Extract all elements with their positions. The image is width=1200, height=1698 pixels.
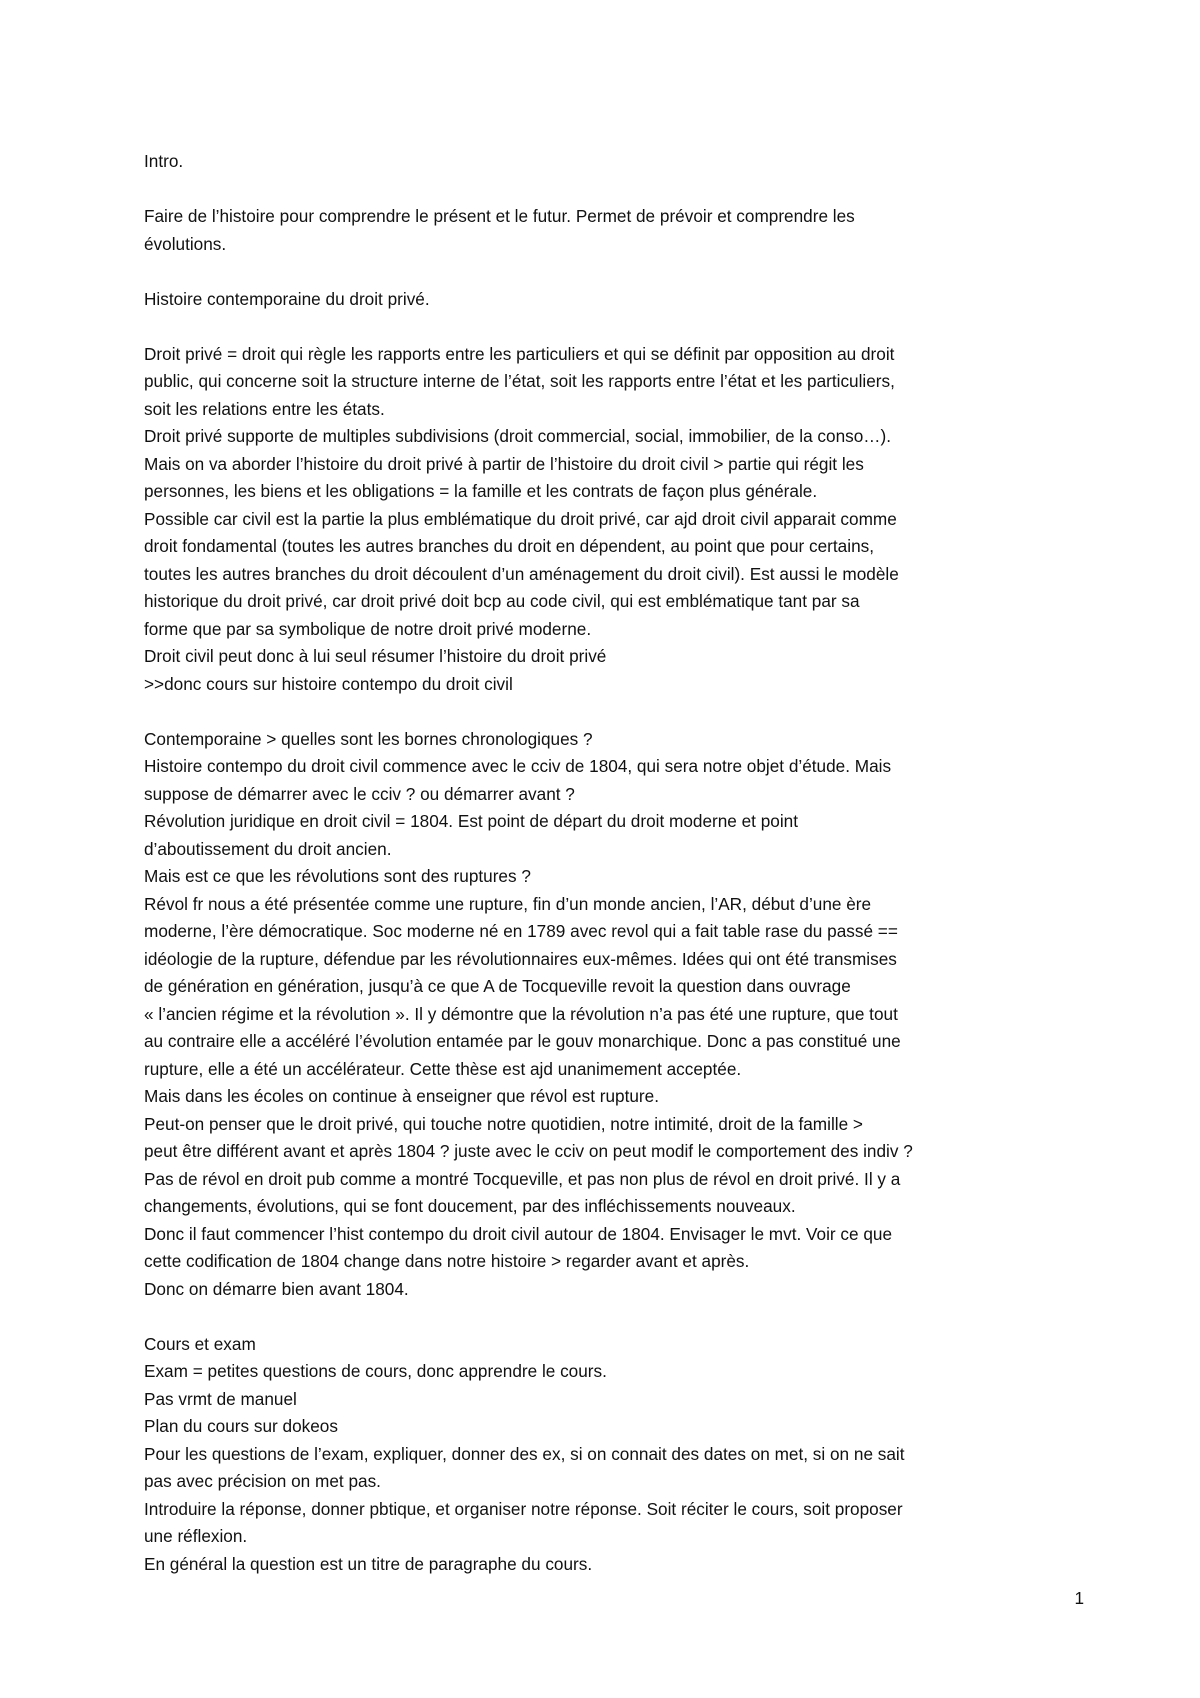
text-line: Possible car civil est la partie la plus emblématique du droit privé, car ajd droit civil apparait comme xyxy=(144,508,897,529)
text-line: Intro. xyxy=(144,151,184,171)
text-line: Cours et exam xyxy=(144,1333,256,1354)
text-line: Droit civil peut donc à lui seul résumer l’histoire du droit privé xyxy=(144,646,607,666)
text-line: personnes, les biens et les obligations = la famille et les contrats de façon plus générale. xyxy=(144,481,818,501)
text-line: historique du droit privé, car droit privé doit bcp au code civil, qui est emblématique tant par sa xyxy=(144,591,860,611)
text-line: d’aboutissement du droit ancien. xyxy=(144,838,392,859)
text-line: Histoire contempo du droit civil commence avec le cciv de 1804, qui sera notre objet d’étude. Mais xyxy=(144,756,892,776)
text-line: Peut-on penser que le droit privé, qui touche notre quotidien, notre intimité, droit de la famille > xyxy=(144,1113,863,1134)
text-line: toutes les autres branches du droit découlent d’un aménagement du droit civil). Est aussi le modèle xyxy=(144,563,899,584)
paragraph xyxy=(144,726,1084,1304)
paragraph xyxy=(144,1331,1084,1579)
text-line: Pas de révol en droit pub comme a montré Tocqueville, et pas non plus de révol en droit privé. Il y a xyxy=(144,1168,901,1189)
text-line: Exam = petites questions de cours, donc apprendre le cours. xyxy=(144,1361,607,1381)
text-line: Donc on démarre bien avant 1804. xyxy=(144,1278,409,1299)
text-line: moderne, l’ère démocratique. Soc moderne né en 1789 avec revol qui a fait table rase du passé == xyxy=(144,921,898,941)
text-line: une réflexion. xyxy=(144,1526,248,1546)
text-line: Mais on va aborder l’histoire du droit privé à partir de l’histoire du droit civil > partie qui régit les xyxy=(144,453,864,474)
text-line: évolutions. xyxy=(144,233,227,254)
text-line: >>donc cours sur histoire contempo du droit civil xyxy=(144,673,513,694)
text-line: Droit privé supporte de multiples subdivisions (droit commercial, social, immobilier, de la conso…). xyxy=(144,426,891,446)
text-line: En général la question est un titre de paragraphe du cours. xyxy=(144,1553,593,1574)
text-line: Pas vrmt de manuel xyxy=(144,1388,297,1409)
text-line: pas avec précision on met pas. xyxy=(144,1471,381,1491)
paragraph xyxy=(144,203,1084,258)
text-line: idéologie de la rupture, défendue par les révolutionnaires eux-mêmes. Idées qui ont été transmises xyxy=(144,948,897,969)
text-line: Mais dans les écoles on continue à enseigner que révol est rupture. xyxy=(144,1086,659,1106)
text-line: droit fondamental (toutes les autres branches du droit en dépendent, au point que pour certains, xyxy=(144,536,874,556)
text-line: rupture, elle a été un accélérateur. Cette thèse est ajd unanimement acceptée. xyxy=(144,1058,742,1079)
text-line: Faire de l’histoire pour comprendre le présent et le futur. Permet de prévoir et comprendre les xyxy=(144,206,855,226)
text-line: Contemporaine > quelles sont les bornes chronologiques ? xyxy=(144,728,593,749)
text-line: Mais est ce que les révolutions sont des ruptures ? xyxy=(144,866,531,886)
text-line: forme que par sa symbolique de notre droit privé moderne. xyxy=(144,618,592,639)
text-line: Droit privé = droit qui règle les rapports entre les particuliers et qui se définit par opposition au droit xyxy=(144,343,895,364)
text-line: Révol fr nous a été présentée comme une rupture, fin d’un monde ancien, l’AR, début d’une ère xyxy=(144,893,872,914)
text-line: au contraire elle a accéléré l’évolution entamée par le gouv monarchique. Donc a pas constitué une xyxy=(144,1031,901,1051)
text-line: Révolution juridique en droit civil = 1804. Est point de départ du droit moderne et point xyxy=(144,811,799,831)
text-line: Pour les questions de l’exam, expliquer, donner des ex, si on connait des dates on met, si on ne sait xyxy=(144,1443,905,1464)
paragraph xyxy=(144,148,1084,176)
text-line: soit les relations entre les états. xyxy=(144,398,385,419)
text-line: peut être différent avant et après 1804 ? juste avec le cciv on peut modif le comportement des indiv ? xyxy=(144,1141,913,1161)
text-line: de génération en génération, jusqu’à ce que A de Tocqueville revoit la question dans ouvrage xyxy=(144,976,851,996)
text-line: changements, évolutions, qui se font doucement, par des infléchissements nouveaux. xyxy=(144,1196,796,1216)
paragraph xyxy=(144,341,1084,699)
text-line: public, qui concerne soit la structure interne de l’état, soit les rapports entre l’état et les particuliers, xyxy=(144,371,895,391)
page-number: 1 xyxy=(1074,1588,1084,1608)
text-line: « l’ancien régime et la révolution ». Il y démontre que la révolution n’a pas été une rupture, que tout xyxy=(144,1003,898,1024)
text-line: Plan du cours sur dokeos xyxy=(144,1416,338,1436)
text-line: Histoire contemporaine du droit privé. xyxy=(144,288,430,309)
text-line: Introduire la réponse, donner pbtique, et organiser notre réponse. Soit réciter le cours, soit proposer xyxy=(144,1498,903,1519)
text-line: Donc il faut commencer l’hist contempo du droit civil autour de 1804. Envisager le mvt. Voir ce que xyxy=(144,1223,893,1244)
text-line: cette codification de 1804 change dans notre histoire > regarder avant et après. xyxy=(144,1251,750,1271)
paragraph xyxy=(144,286,1084,314)
document-body xyxy=(144,148,1084,1578)
text-line: suppose de démarrer avec le cciv ? ou démarrer avant ? xyxy=(144,783,575,804)
